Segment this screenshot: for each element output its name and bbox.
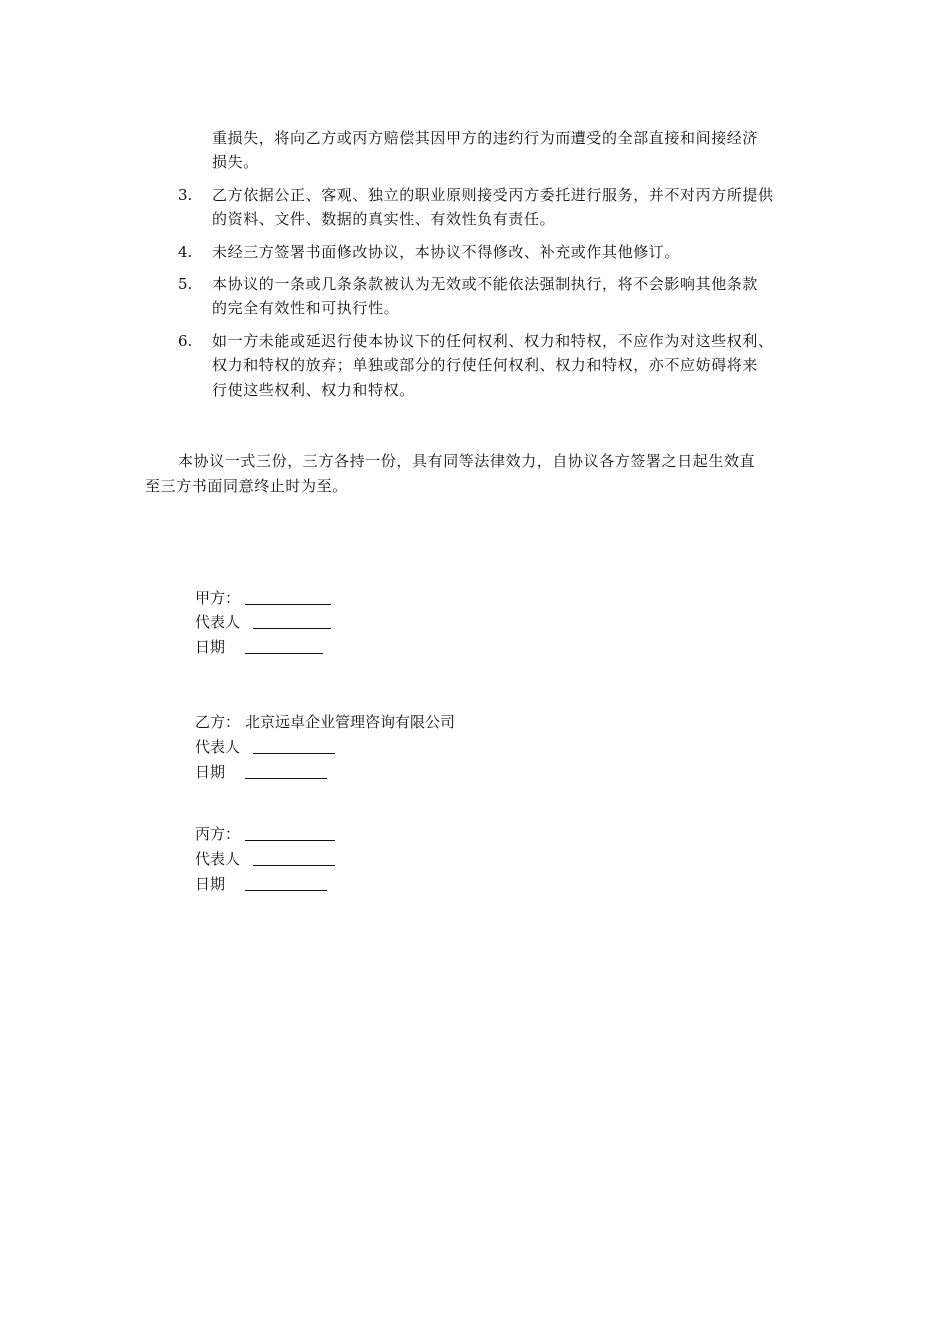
item-3-line-2: 的资料、文件、数据的真实性、有效性负有责任。 — [212, 210, 556, 228]
party-b-rep-label: 代表人 — [195, 738, 241, 756]
item-3-line-1: 乙方依据公正、客观、独立的职业原则接受丙方委托进行服务，并不对丙方所提供 — [212, 186, 774, 204]
party-c-signature-blank[interactable] — [245, 840, 335, 841]
item-4-number: 4. — [178, 243, 193, 261]
item-6-line-2: 权力和特权的放弃；单独或部分的行使任何权利、权力和特权，亦不应妨碍将来 — [212, 356, 759, 374]
party-c-label: 丙方： — [195, 825, 241, 843]
party-a-date-blank[interactable] — [245, 653, 323, 654]
party-b-label: 乙方： — [195, 713, 241, 731]
item-6-number: 6. — [178, 332, 193, 350]
closing-line-2: 至三方书面同意终止时为至。 — [145, 477, 348, 495]
item-3-number: 3. — [178, 186, 193, 204]
item-6-line-1: 如一方未能或延迟行使本协议下的任何权利、权力和特权，不应作为对这些权利、 — [212, 332, 774, 350]
party-c-rep-blank[interactable] — [253, 865, 335, 866]
item-4-line-1: 未经三方签署书面修改协议，本协议不得修改、补充或作其他修订。 — [212, 243, 681, 261]
party-b-rep-blank[interactable] — [253, 753, 335, 754]
party-c-date-label: 日期 — [195, 875, 226, 893]
party-c-date-blank[interactable] — [245, 890, 327, 891]
closing-line-1: 本协议一式三份，三方各持一份，具有同等法律效力，自协议各方签署之日起生效直 — [178, 452, 756, 470]
item-5-number: 5. — [178, 275, 193, 293]
continued-line-2: 损失。 — [212, 153, 259, 171]
item-5-line-1: 本协议的一条或几条条款被认为无效或不能依法强制执行，将不会影响其他条款 — [212, 275, 759, 293]
party-b-date-blank[interactable] — [245, 778, 327, 779]
party-a-signature-blank[interactable] — [245, 604, 331, 605]
item-5-line-2: 的完全有效性和可执行性。 — [212, 299, 400, 317]
continued-line-1: 重损失，将向乙方或丙方赔偿其因甲方的违约行为而遭受的全部直接和间接经济 — [212, 129, 759, 147]
party-a-rep-label: 代表人 — [195, 613, 241, 631]
party-a-date-label: 日期 — [195, 638, 226, 656]
party-a-label: 甲方： — [195, 589, 241, 607]
party-a-rep-blank[interactable] — [253, 628, 331, 629]
party-b-company: 北京远卓企业管理咨询有限公司 — [245, 713, 456, 731]
party-b-date-label: 日期 — [195, 763, 226, 781]
item-6-line-3: 行使这些权利、权力和特权。 — [212, 381, 415, 399]
party-c-rep-label: 代表人 — [195, 850, 241, 868]
